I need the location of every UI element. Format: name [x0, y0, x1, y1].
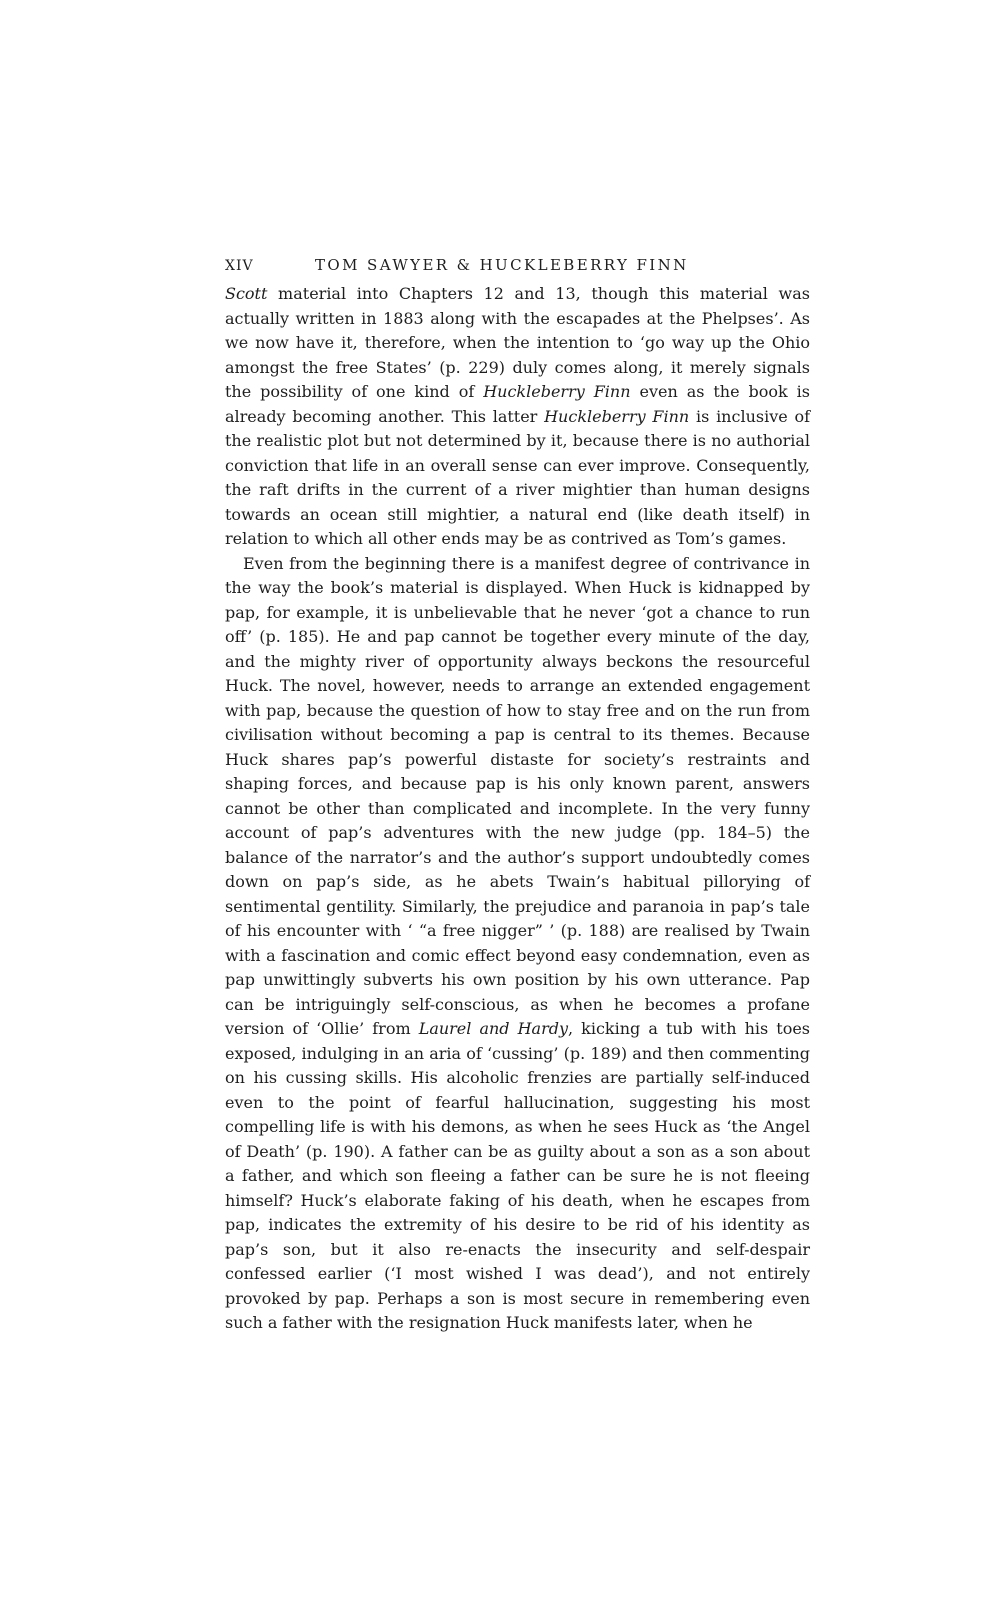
italic-title: Huckleberry Finn: [544, 406, 690, 426]
text-run: even as the book is already becoming another. This latter: [225, 382, 810, 426]
running-head-title: TOM SAWYER & HUCKLEBERRY FINN: [315, 256, 689, 274]
page-number: XIV: [225, 258, 254, 274]
text-run: material into Chapters 12 and 13, though this material was actually written in 1883 along with the escapades at the Phelpses’. As we now have it, therefore, when the intention to ‘go way up the Ohio amongst the free States’ (p. 229) duly comes along, it merely signals the possibility of one kind of: [225, 284, 810, 401]
running-head: [225, 256, 810, 282]
italic-title: Laurel and Hardy: [418, 1019, 569, 1038]
paragraph-1: [225, 282, 810, 552]
text-run: is inclusive of the realistic plot but not determined by it, because there is no authorial conviction that life in an overall sense can ever improve. Consequently, the raft drifts in the current of a river mightier than human designs towards an ocean still mightier, a natural end (like death itself) in relation to which all other ends may be as contrived as Tom’s games.: [225, 406, 811, 548]
text-run: , kicking a tub with his toes exposed, indulging in an aria of ‘cussing’ (p. 189) and then commenting on his cussing skills. His alcoholic frenzies are partially self-induced even to the point of fearful hallucination, suggesting his most compelling life is with his demons, as when he sees Huck as ‘the Angel of Death’ (p. 190). A father can be as guilty about a son as a son about a father, and which son fleeing a father can be sure he is not fleeing himself? Huck’s elaborate faking of his death, when he escapes from pap, indicates the extremity of his desire to be rid of his identity as pap’s son, but it also re-enacts the insecurity and self-despair confessed earlier (‘I most wished I was dead’), and not entirely provoked by pap. Perhaps a son is most secure in remembering even such a father with the resignation Huck manifests later, when he: [225, 1019, 810, 1332]
text-block: [225, 256, 810, 1336]
text-run: Even from the beginning there is a manifest degree of contrivance in the way the book’s material is displayed. When Huck is kidnapped by pap, for example, it is unbelievable that he never ‘got a chance to run off’ (p. 185). He and pap cannot be together every minute of the day, and the mighty river of opportunity always beckons the resourceful Huck. The novel, however, needs to arrange an extended engagement with pap, because the question of how to stay free and on the run from civilisation without becoming a pap is central to its themes. Because Huck shares pap’s powerful distaste for society’s restraints and shaping forces, and because pap is his only known parent, answers cannot be other than complicated and incomplete. In the very funny account of pap’s adventures with the new judge (pp. 184–5) the balance of the narrator’s and the author’s support undoubtedly comes down on pap’s side, as he abets Twain’s habitual pillorying of sentimental gentility. Similarly, the prejudice and paranoia in pap’s tale of his encounter with ‘ “a free nigger” ’ (p. 188) are realised by Twain with a fascination and comic effect beyond easy condemnation, even as pap unwittingly subverts his own position by his own utterance. Pap can be intriguingly self-conscious, as when he becomes a profane version of ‘Ollie’ from: [225, 553, 810, 1038]
paragraph-2: [225, 552, 810, 1336]
italic-title: Scott: [225, 284, 268, 303]
italic-title: Huckleberry Finn: [483, 382, 631, 401]
